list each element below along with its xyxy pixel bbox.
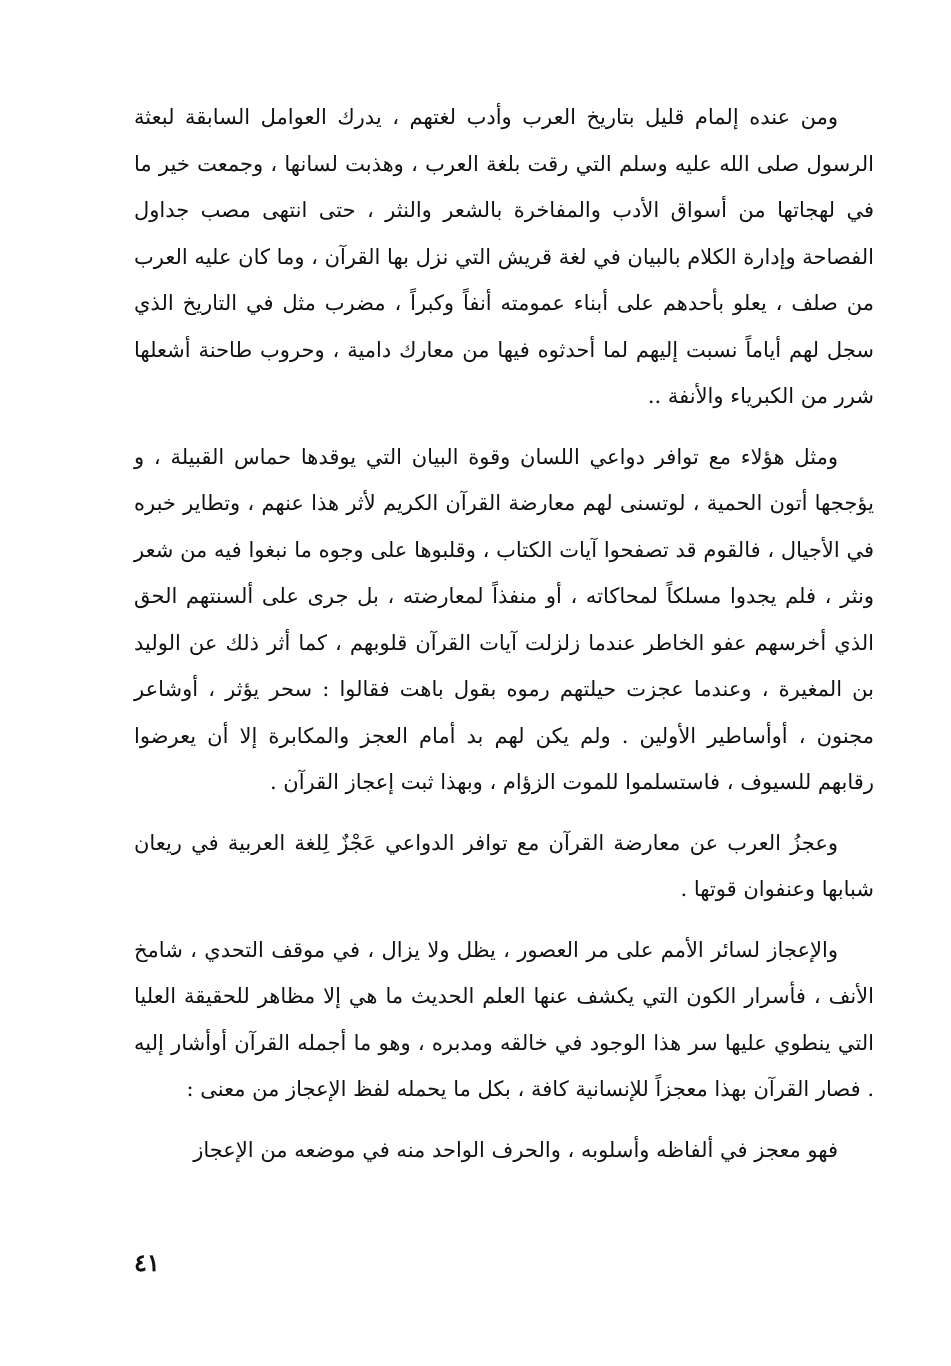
paragraph-1: ومن عنده إلمام قليل بتاريخ العرب وأدب لغتهم ، يدرك العوامل السابقة لبعثة الرسول صلى الله عليه وسلم التي رقت بلغة العرب ، وهذبت لسانها ، وجمعت خير ما في لهجاتها من أسواق الأدب والمفاخرة بالشعر والنثر ، حتى انتهى مصب جداول الفصاحة وإدارة الكلام بالبيان في لغة قريش التي نزل بها القرآن ، وما كان عليه العرب من صلف ، يعلو بأحدهم على أبناء عمومته أنفاً وكبراً ، مضرب مثل في التاريخ الذي سجل لهم أياماً نسبت إليهم لما أحدثوه فيها من معارك دامية ، وحروب طاحنة أشعلها شرر من الكبرياء والأنفة .. [134,105,874,408]
paragraph-5: فهو معجز في ألفاظه وأسلوبه ، والحرف الواحد منه في موضعه من الإعجاز [193,1137,838,1162]
body-text [134,94,874,1173]
paragraph-2: ومثل هؤلاء مع توافر دواعي اللسان وقوة البيان التي يوقدها حماس القبيلة ، و يؤججها أتون الحمية ، لوتسنى لهم معارضة القرآن الكريم لأثر هذا عنهم ، وتطاير خبره في الأجيال ، فالقوم قد تصفحوا آيات الكتاب ، وقلبوها على وجوه ما نبغوا فيه من شعر ونثر ، فلم يجدوا مسلكاً لمحاكاته ، أو منفذاً لمعارضته ، بل جرى على ألسنتهم الحق الذي أخرسهم عفو الخاطر عندما زلزلت آيات القرآن قلوبهم ، كما أثر ذلك عن الوليد بن المغيرة ، وعندما عجزت حيلتهم رموه بقول باهت فقالوا : سحر يؤثر ، أوشاعر مجنون ، أوأساطير الأولين . ولم يكن لهم بد أمام العجز والمكابرة إلا أن يعرضوا رقابهم للسيوف ، فاستسلموا للموت الزؤام ، وبهذا ثبت إعجاز القرآن . [134,444,874,794]
paragraph-4: والإعجاز لسائر الأمم على مر العصور ، يظل ولا يزال ، في موقف التحدي ، شامخ الأنف ، فأسرار الكون التي يكشف عنها العلم الحديث ما هي إلا مظاهر للحقيقة العليا التي ينطوي عليها سر هذا الوجود في خالقه ومدبره ، وهو ما أجمله القرآن أوأشار إليه . فصار القرآن بهذا معجزاً للإنسانية كافة ، بكل ما يحمله لفظ الإعجاز من معنى : [134,937,874,1101]
paragraph-3: وعجزُ العرب عن معارضة القرآن مع توافر الدواعي عَجْزٌ لِلغة العربية في ريعان شبابها وعنفوان قوتها . [134,830,874,901]
page-number: ٤١ [134,1248,160,1277]
